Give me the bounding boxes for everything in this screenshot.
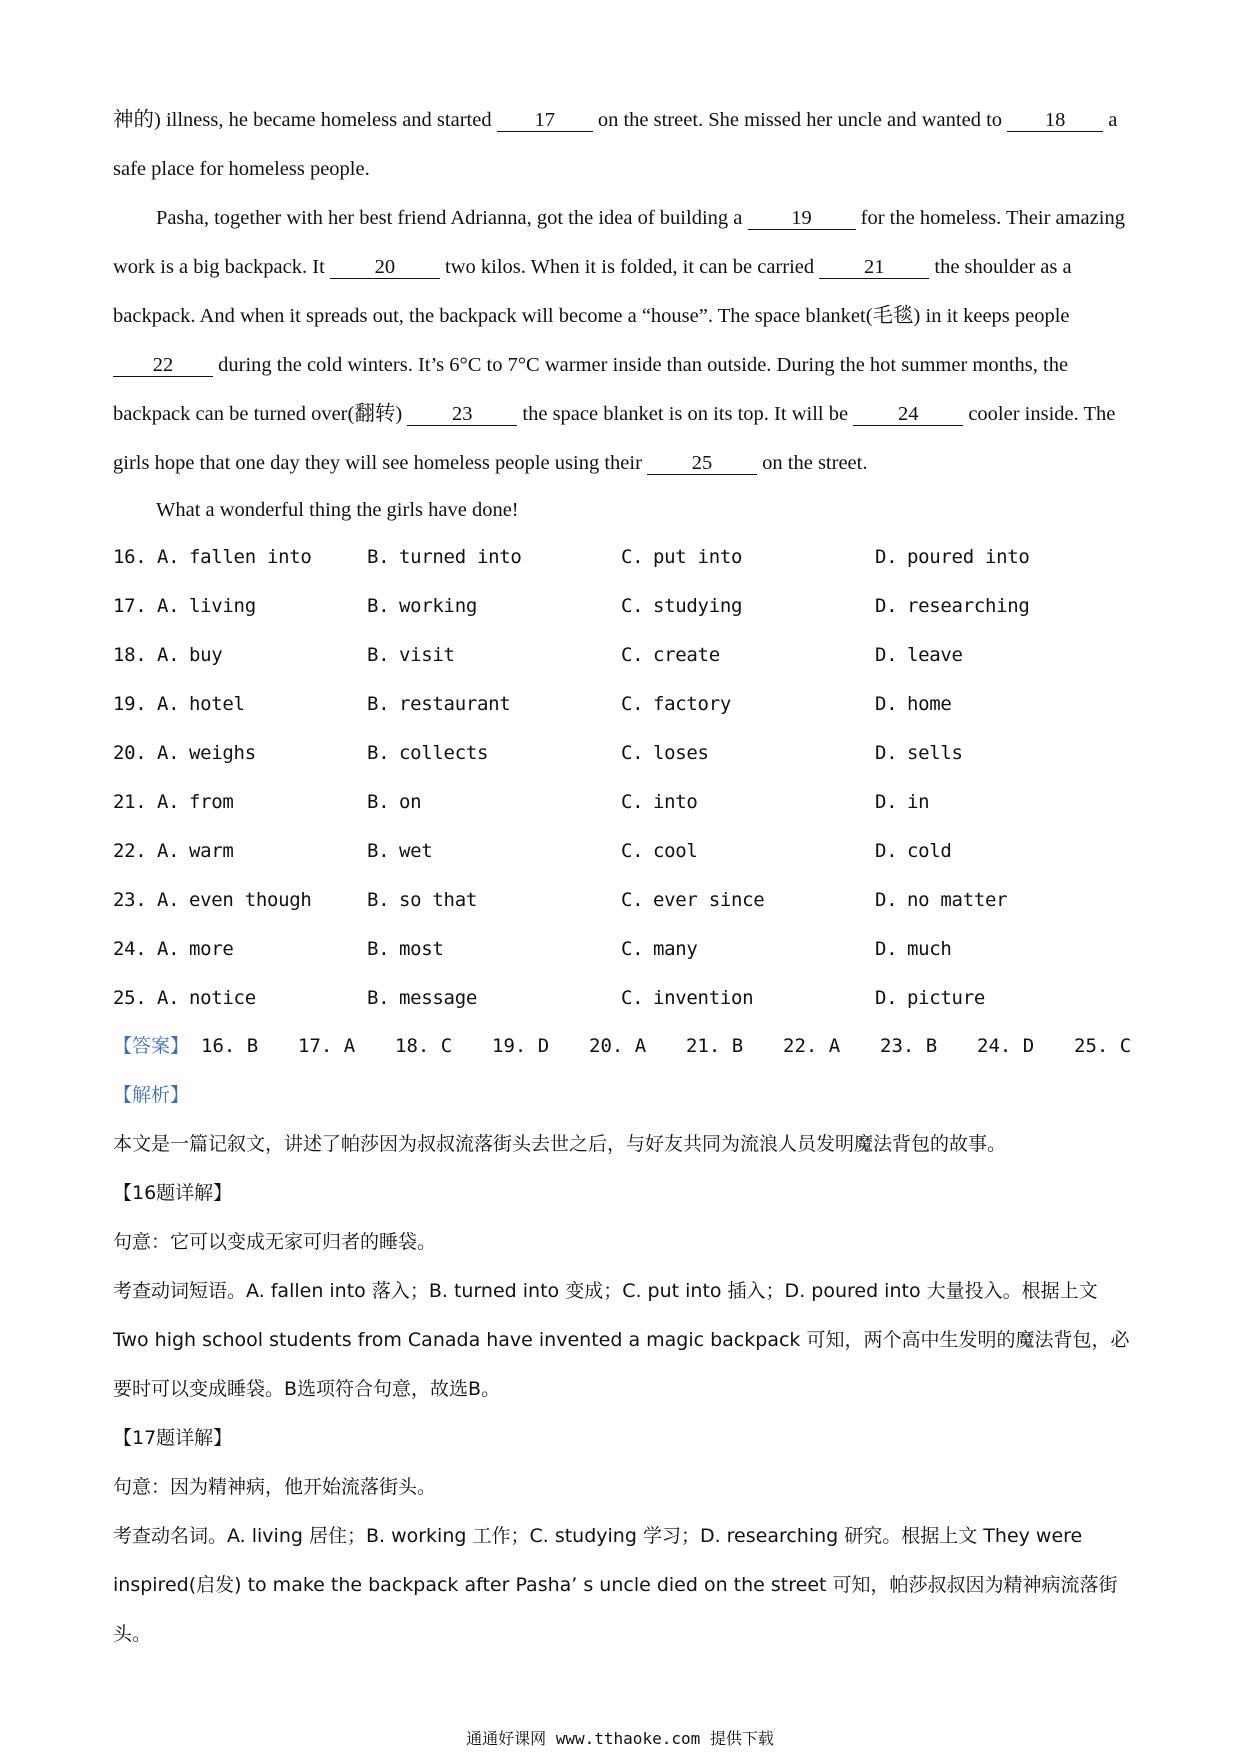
option-d[interactable]: D. picture: [875, 987, 985, 1009]
analysis-tag: 【解析】: [113, 1084, 190, 1106]
option-a[interactable]: A. more: [157, 938, 234, 960]
option-a[interactable]: A. fallen into: [157, 546, 312, 568]
closing-sentence: What a wonderful thing the girls have done!: [156, 499, 519, 521]
option-c[interactable]: C. create: [621, 644, 720, 666]
passage-fragment: the space blanket is on its top. It will be: [522, 403, 849, 425]
option-b[interactable]: B. restaurant: [367, 693, 511, 715]
q17-meaning: 句意：因为精神病，他开始流落街头。: [113, 1476, 437, 1498]
blank-21: 21: [819, 256, 929, 279]
option-c[interactable]: C. many: [621, 938, 698, 960]
option-c[interactable]: C. invention: [621, 987, 754, 1009]
option-c[interactable]: C. into: [621, 791, 698, 813]
answer-row: [113, 1022, 1143, 1071]
option-b[interactable]: B. message: [367, 987, 477, 1009]
summary-text: 本文是一篇记叙文，讲述了帕莎因为叔叔流落街头去世之后，与好友共同为流浪人员发明魔法背包的故事。: [113, 1133, 1007, 1155]
option-b[interactable]: B. collects: [367, 742, 489, 764]
passage-fragment: 神的) illness, he became homeless and started: [113, 109, 492, 131]
option-c[interactable]: C. cool: [621, 840, 698, 862]
passage-fragment: during the cold winters. It’s 6°C to 7°C warmer inside than outside. During the hot summer months, the backpack can be turned over(翻转): [113, 354, 1069, 425]
blank-23: 23: [407, 403, 517, 426]
q16-explanation: 考查动词短语。A. fallen into 落入；B. turned into 变成；C. put into 插入；D. poured into 大量投入。根据上文 Two high school students from Canada have invented a magic backpack 可知，两个高中生发明的魔法背包，必要时可以变成睡袋。B选项符合句意，故选B。: [113, 1280, 1130, 1400]
option-b[interactable]: B. on: [367, 791, 422, 813]
option-d[interactable]: D. poured into: [875, 546, 1030, 568]
question-row: [113, 974, 1143, 1023]
blank-19: 19: [748, 207, 856, 230]
passage-fragment: Pasha, together with her best friend Adrianna, got the idea of building a: [156, 207, 743, 229]
q16-heading: 【16题详解】: [113, 1182, 233, 1204]
option-a[interactable]: A. from: [157, 791, 234, 813]
question-row: [113, 680, 1143, 729]
question-number: 17.: [113, 595, 147, 617]
answer-item: 17. A: [298, 1035, 356, 1057]
answer-tag: 【答案】: [113, 1035, 190, 1057]
option-a[interactable]: A. even though: [157, 889, 312, 911]
question-number: 25.: [113, 987, 147, 1009]
option-b[interactable]: B. visit: [367, 644, 455, 666]
question-number: 21.: [113, 791, 147, 813]
option-c[interactable]: C. put into: [621, 546, 743, 568]
option-a[interactable]: A. living: [157, 595, 256, 617]
question-number: 20.: [113, 742, 147, 764]
blank-17: 17: [497, 109, 593, 132]
passage-fragment: on the street.: [762, 452, 868, 474]
option-c[interactable]: C. loses: [621, 742, 709, 764]
question-row: [113, 533, 1143, 582]
question-row: [113, 827, 1143, 876]
option-d[interactable]: D. much: [875, 938, 952, 960]
passage-fragment: the shoulder as a backpack. And when it spreads out, the backpack will become a “house”. The space blanket(毛毯) in it keeps people: [113, 256, 1072, 327]
option-c[interactable]: C. ever since: [621, 889, 765, 911]
option-d[interactable]: D. sells: [875, 742, 963, 764]
option-a[interactable]: A. weighs: [157, 742, 256, 764]
passage-text: [113, 96, 1133, 488]
option-d[interactable]: D. researching: [875, 595, 1030, 617]
q17-heading: 【17题详解】: [113, 1427, 233, 1449]
q16-meaning: 句意：它可以变成无家可归者的睡袋。: [113, 1231, 437, 1253]
question-row: [113, 729, 1143, 778]
passage-fragment: on the street. She missed her uncle and wanted to: [597, 109, 1003, 131]
option-a[interactable]: A. notice: [157, 987, 256, 1009]
blank-20: 20: [330, 256, 440, 279]
option-d[interactable]: D. home: [875, 693, 952, 715]
option-d[interactable]: D. leave: [875, 644, 963, 666]
blank-18: 18: [1007, 109, 1103, 132]
options-list: [113, 533, 1143, 1023]
option-d[interactable]: D. no matter: [875, 889, 1008, 911]
option-c[interactable]: C. studying: [621, 595, 743, 617]
blank-22: 22: [113, 354, 213, 377]
option-b[interactable]: B. so that: [367, 889, 477, 911]
passage-fragment: for the homeless. Their amazing work is a big backpack. It: [113, 207, 1125, 278]
option-d[interactable]: D. cold: [875, 840, 952, 862]
option-d[interactable]: D. in: [875, 791, 930, 813]
blank-24: 24: [853, 403, 963, 426]
answer-item: 21. B: [686, 1035, 744, 1057]
passage-fragment: cooler inside. The girls hope that one day they will see homeless people using their: [113, 403, 1116, 474]
question-number: 23.: [113, 889, 147, 911]
passage-fragment: a safe place for homeless people.: [113, 109, 1118, 180]
question-row: [113, 876, 1143, 925]
question-number: 22.: [113, 840, 147, 862]
answer-item: 24. D: [977, 1035, 1035, 1057]
page-footer: 通通好课网 www.tthaoke.com 提供下载: [466, 1729, 774, 1748]
question-number: 18.: [113, 644, 147, 666]
question-row: [113, 925, 1143, 974]
answer-item: 25. C: [1074, 1035, 1132, 1057]
question-number: 16.: [113, 546, 147, 568]
question-number: 19.: [113, 693, 147, 715]
question-row: [113, 631, 1143, 680]
option-a[interactable]: A. hotel: [157, 693, 245, 715]
option-a[interactable]: A. warm: [157, 840, 234, 862]
option-c[interactable]: C. factory: [621, 693, 731, 715]
answer-item: 22. A: [783, 1035, 841, 1057]
answer-item: 18. C: [395, 1035, 453, 1057]
option-b[interactable]: B. wet: [367, 840, 433, 862]
blank-25: 25: [647, 452, 757, 475]
question-row: [113, 778, 1143, 827]
answer-item: 16. B: [201, 1035, 259, 1057]
option-b[interactable]: B. working: [367, 595, 477, 617]
option-b[interactable]: B. most: [367, 938, 444, 960]
q17-explanation: 考查动名词。A. living 居住；B. working 工作；C. studying 学习；D. researching 研究。根据上文 They were inspired(启发) to make the backpack after Pasha’ s uncle died on the street 可知，帕莎叔叔因为精神病流落街头。: [113, 1525, 1118, 1645]
answer-item: 23. B: [880, 1035, 938, 1057]
option-a[interactable]: A. buy: [157, 644, 223, 666]
question-row: [113, 582, 1143, 631]
question-number: 24.: [113, 938, 147, 960]
option-b[interactable]: B. turned into: [367, 546, 522, 568]
answer-item: 19. D: [492, 1035, 550, 1057]
answer-item: 20. A: [589, 1035, 647, 1057]
passage-fragment: two kilos. When it is folded, it can be carried: [445, 256, 815, 278]
analysis-row: [113, 1071, 189, 1120]
